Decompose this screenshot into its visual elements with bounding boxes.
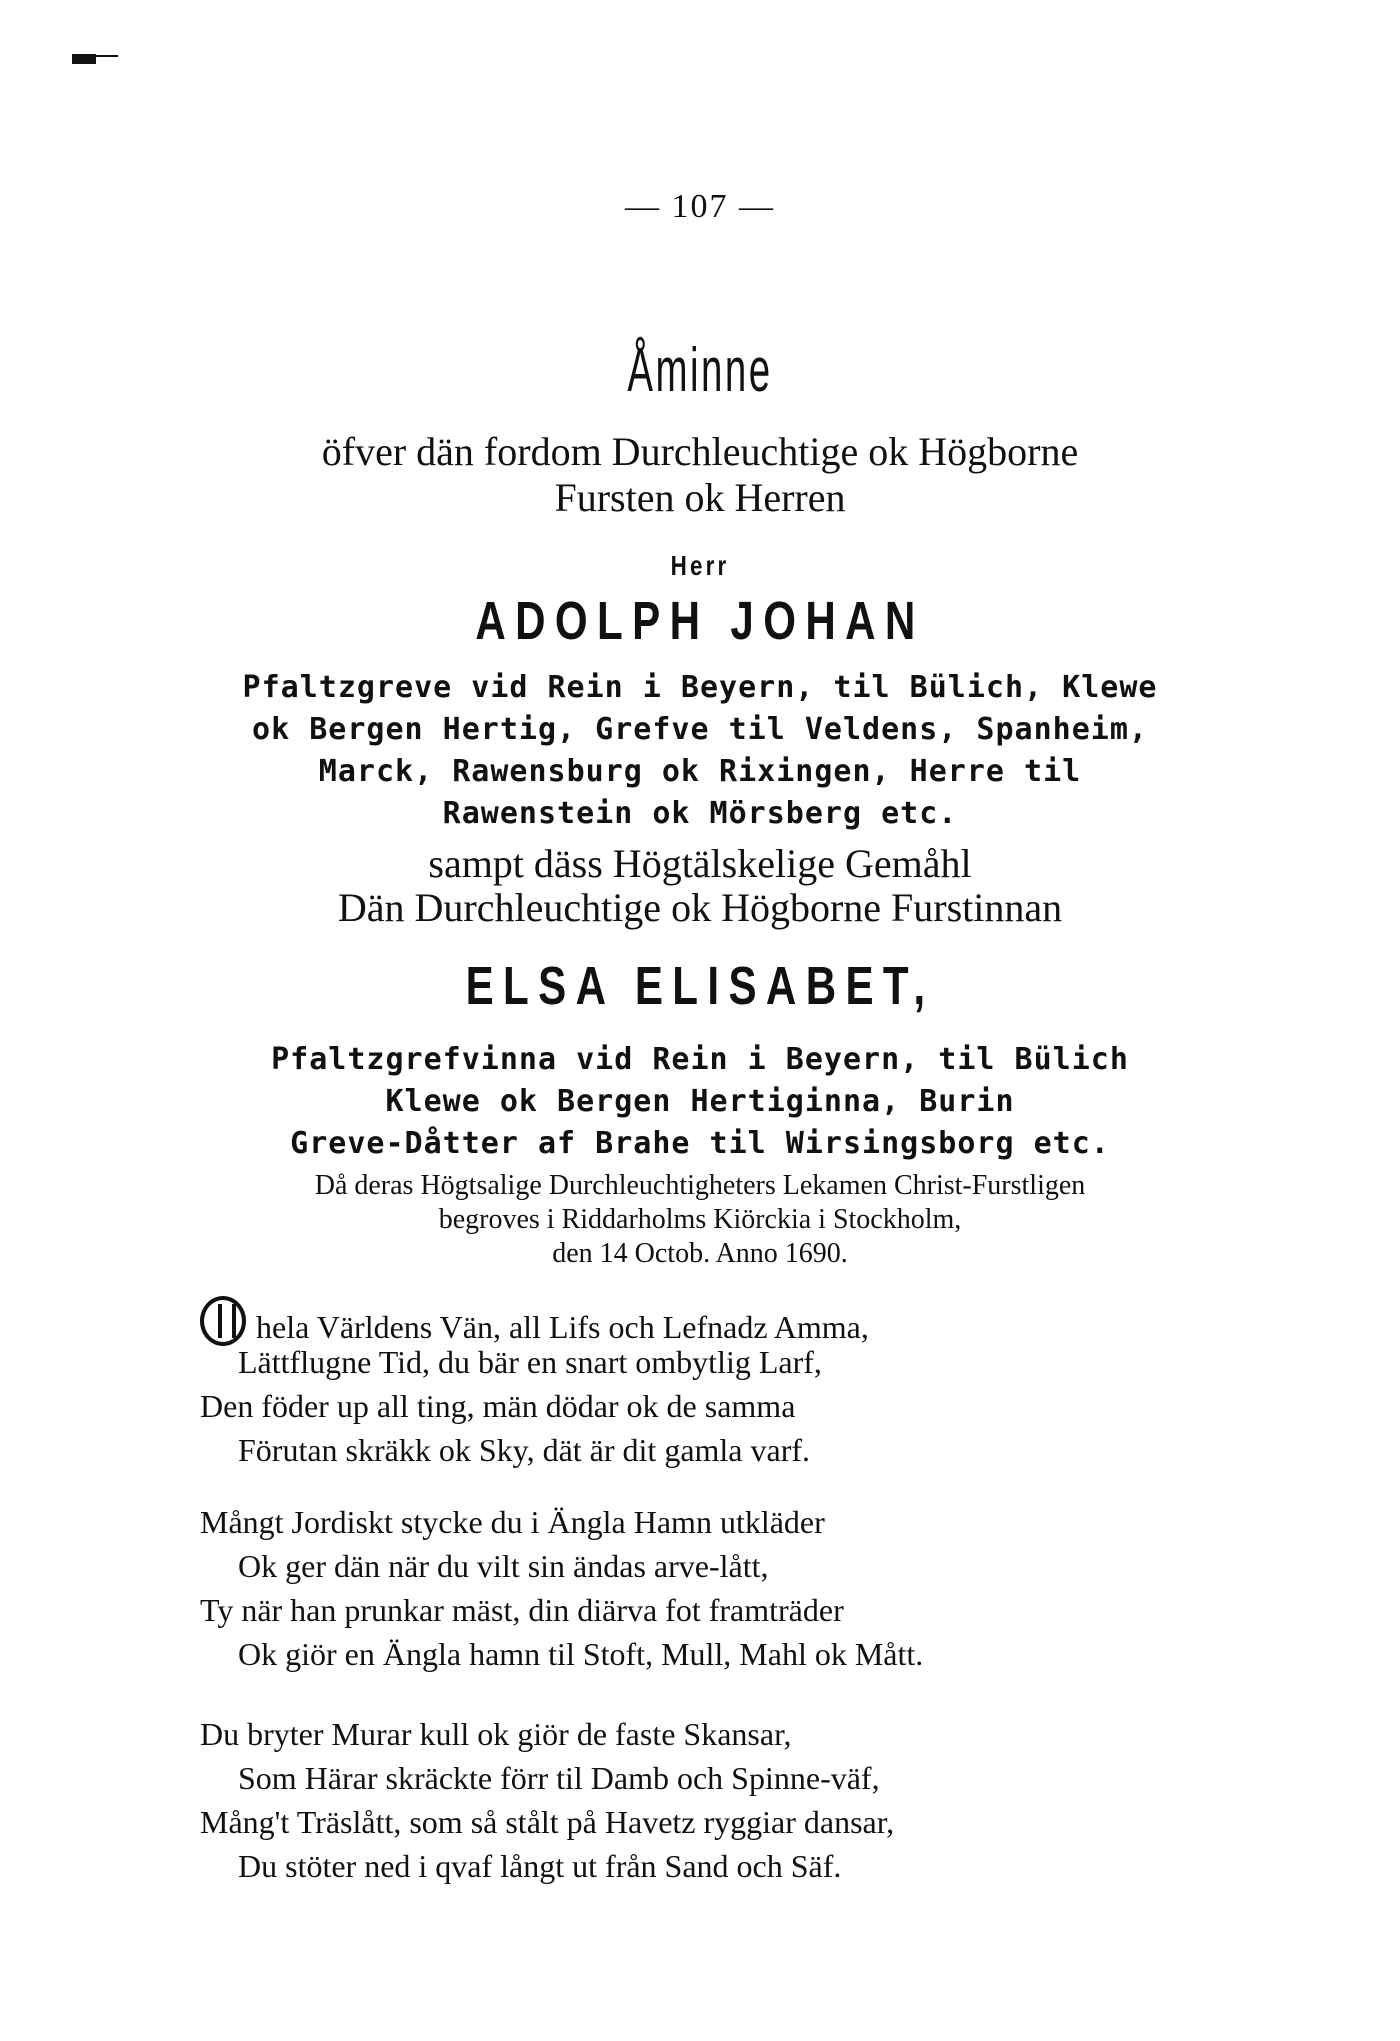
prince-title-line: Rawenstein ok Mörsberg etc.: [442, 796, 958, 831]
poem-line: Lättflugne Tid, du bär en snart ombytlig Larf,: [238, 1344, 822, 1380]
poem-line: Förutan skräkk ok Sky, dät är dit gamla varf.: [238, 1432, 811, 1468]
poem-stanza: [200, 1296, 869, 1472]
occasion-line: Då deras Högtsalige Durchleuchtigheters Lekamen Christ-Furstligen: [314, 1170, 1086, 1201]
honorific-herr: Herr: [670, 550, 730, 581]
prince-title-line: Pfaltzgreve vid Rein i Beyern, til Bülich, Klewe: [242, 670, 1158, 705]
prince-title-line: ok Bergen Hertig, Grefve til Veldens, Spanheim,: [252, 712, 1148, 747]
consort-line: sampt däss Högtälskelige Gemåhl: [428, 841, 972, 886]
poem-line: Ty när han prunkar mäst, din diärva fot framträder: [200, 1592, 844, 1628]
poem-stanza: [200, 1500, 923, 1676]
princess-name: ELSA ELISABET,: [465, 956, 935, 1016]
poem-line: Som Härar skräckte förr til Damb och Spinne-väf,: [238, 1760, 880, 1796]
princess-title-line: Greve-Dåtter af Brahe til Wirsingsborg etc.: [290, 1126, 1110, 1161]
princess-title-line: Klewe ok Bergen Hertiginna, Burin: [385, 1084, 1015, 1119]
ornamental-initial-O-icon: [200, 1296, 246, 1346]
prince-name: ADOLPH JOHAN: [475, 591, 925, 651]
poem-line: Mång't Träslått, som så stålt på Havetz ryggiar dansar,: [200, 1804, 895, 1840]
pointing-hand-icon: [72, 54, 112, 64]
page-title: Åminne: [627, 336, 773, 405]
poem-line: hela Världens Vän, all Lifs och Lefnadz Amma,: [200, 1296, 869, 1340]
poem-line: Ok giör en Ängla hamn til Stoft, Mull, Mahl ok Mått.: [238, 1636, 924, 1672]
poem-line: Den föder up all ting, män dödar ok de samma: [200, 1388, 796, 1424]
page-number: — 107 —: [625, 188, 775, 225]
princess-title-line: Pfaltzgrefvinna vid Rein i Beyern, til Bülich: [271, 1042, 1129, 1077]
occasion-line: begroves i Riddarholms Kiörckia i Stockholm,: [438, 1204, 962, 1235]
prince-title-line: Marck, Rawensburg ok Rixingen, Herre til: [318, 754, 1082, 789]
poem-line: Ok ger dän när du vilt sin ändas arve-lått,: [238, 1548, 769, 1584]
consort-line: Dän Durchleuchtige ok Högborne Furstinnan: [337, 885, 1063, 930]
subtitle-line: Fursten ok Herren: [554, 475, 846, 520]
subtitle-line: öfver dän fordom Durchleuchtige ok Högborne: [321, 429, 1079, 474]
poem-line: Du stöter ned i qvaf långt ut från Sand och Säf.: [238, 1848, 842, 1884]
poem-stanza: [200, 1712, 894, 1888]
poem-line: Mångt Jordiskt stycke du i Ängla Hamn utkläder: [200, 1504, 825, 1540]
poem-line: Du bryter Murar kull ok giör de faste Skansar,: [200, 1716, 792, 1752]
occasion-line: den 14 Octob. Anno 1690.: [552, 1238, 848, 1269]
